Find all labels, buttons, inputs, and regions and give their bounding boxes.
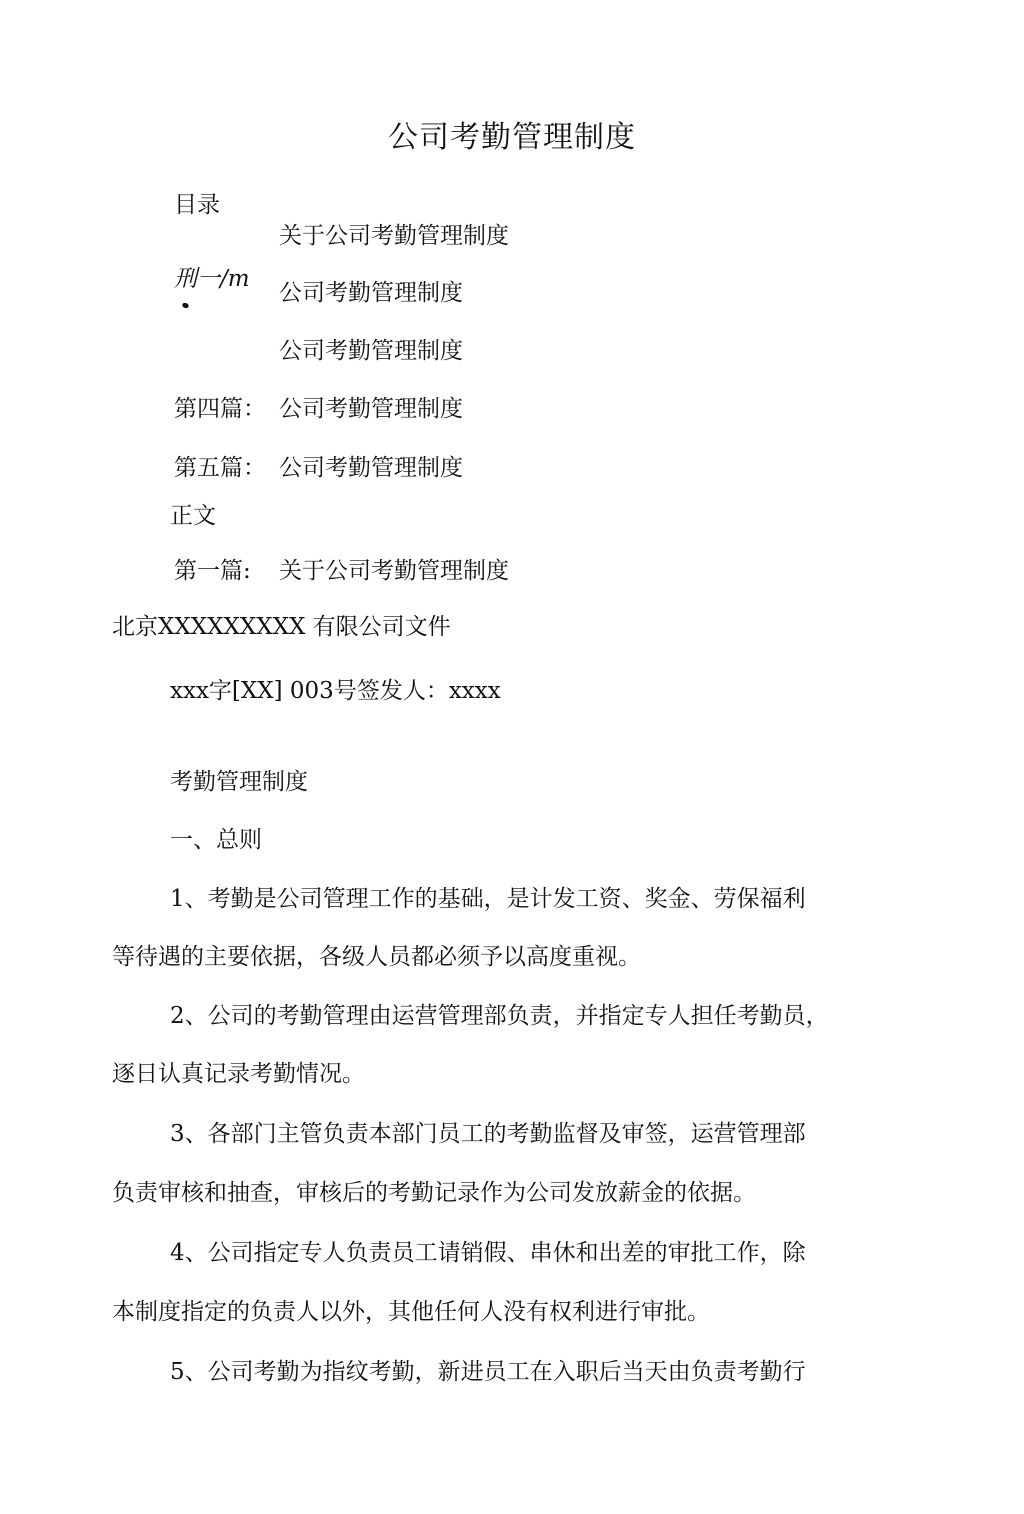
toc-entry-4-text: 公司考勤管理制度 <box>279 396 463 422</box>
first-section-prefix: 第一篇: <box>174 558 251 584</box>
sub-title: 考勤管理制度 <box>170 769 308 795</box>
paragraph-4-line-2: 本制度指定的负责人以外，其他任何人没有权利进行审批。 <box>112 1299 710 1325</box>
section-one-heading: 一、总则 <box>170 827 262 853</box>
toc-entry-3-text: 公司考勤管理制度 <box>279 338 463 364</box>
toc-heading: 目录 <box>174 192 220 218</box>
company-line: 北京XXXXXXXXX 有限公司文件 <box>112 614 451 640</box>
document-title: 公司考勤管理制度 <box>388 120 636 155</box>
paragraph-1-line-2: 等待遇的主要依据，各级人员都必须予以高度重视。 <box>112 944 641 970</box>
paragraph-3-line-1: 3、各部门主管负责本部门员工的考勤监督及审签，运营管理部 <box>170 1121 806 1147</box>
first-section-text: 关于公司考勤管理制度 <box>279 558 509 584</box>
paragraph-4-line-1: 4、公司指定专人负责员工请销假、串休和出差的审批工作，除 <box>170 1240 806 1266</box>
toc-entry-5-text: 公司考勤管理制度 <box>279 455 463 481</box>
toc-entry-2-prefix: 刑一/m <box>174 266 250 292</box>
paragraph-1-line-1: 1、考勤是公司管理工作的基础，是计发工资、奖金、劳保福利 <box>170 886 806 912</box>
toc-entry-5-prefix: 第五篇： <box>174 455 266 481</box>
toc-entry-4-prefix: 第四篇： <box>174 396 266 422</box>
paragraph-2-line-2: 逐日认真记录考勤情况。 <box>112 1061 365 1087</box>
body-heading: 正文 <box>170 503 216 529</box>
stray-dot-mark <box>182 302 190 309</box>
toc-entry-2-text: 公司考勤管理制度 <box>279 280 463 306</box>
paragraph-5-line-1: 5、公司考勤为指纹考勤，新进员工在入职后当天由负责考勤行 <box>170 1359 806 1385</box>
paragraph-3-line-2: 负责审核和抽查，审核后的考勤记录作为公司发放薪金的依据。 <box>112 1180 756 1206</box>
toc-entry-1-text: 关于公司考勤管理制度 <box>279 223 509 249</box>
paragraph-2-line-1: 2、公司的考勤管理由运营管理部负责，并指定专人担任考勤员， <box>170 1003 829 1029</box>
doc-number: xxx字[XX] 003号签发人：xxxx <box>170 678 501 704</box>
